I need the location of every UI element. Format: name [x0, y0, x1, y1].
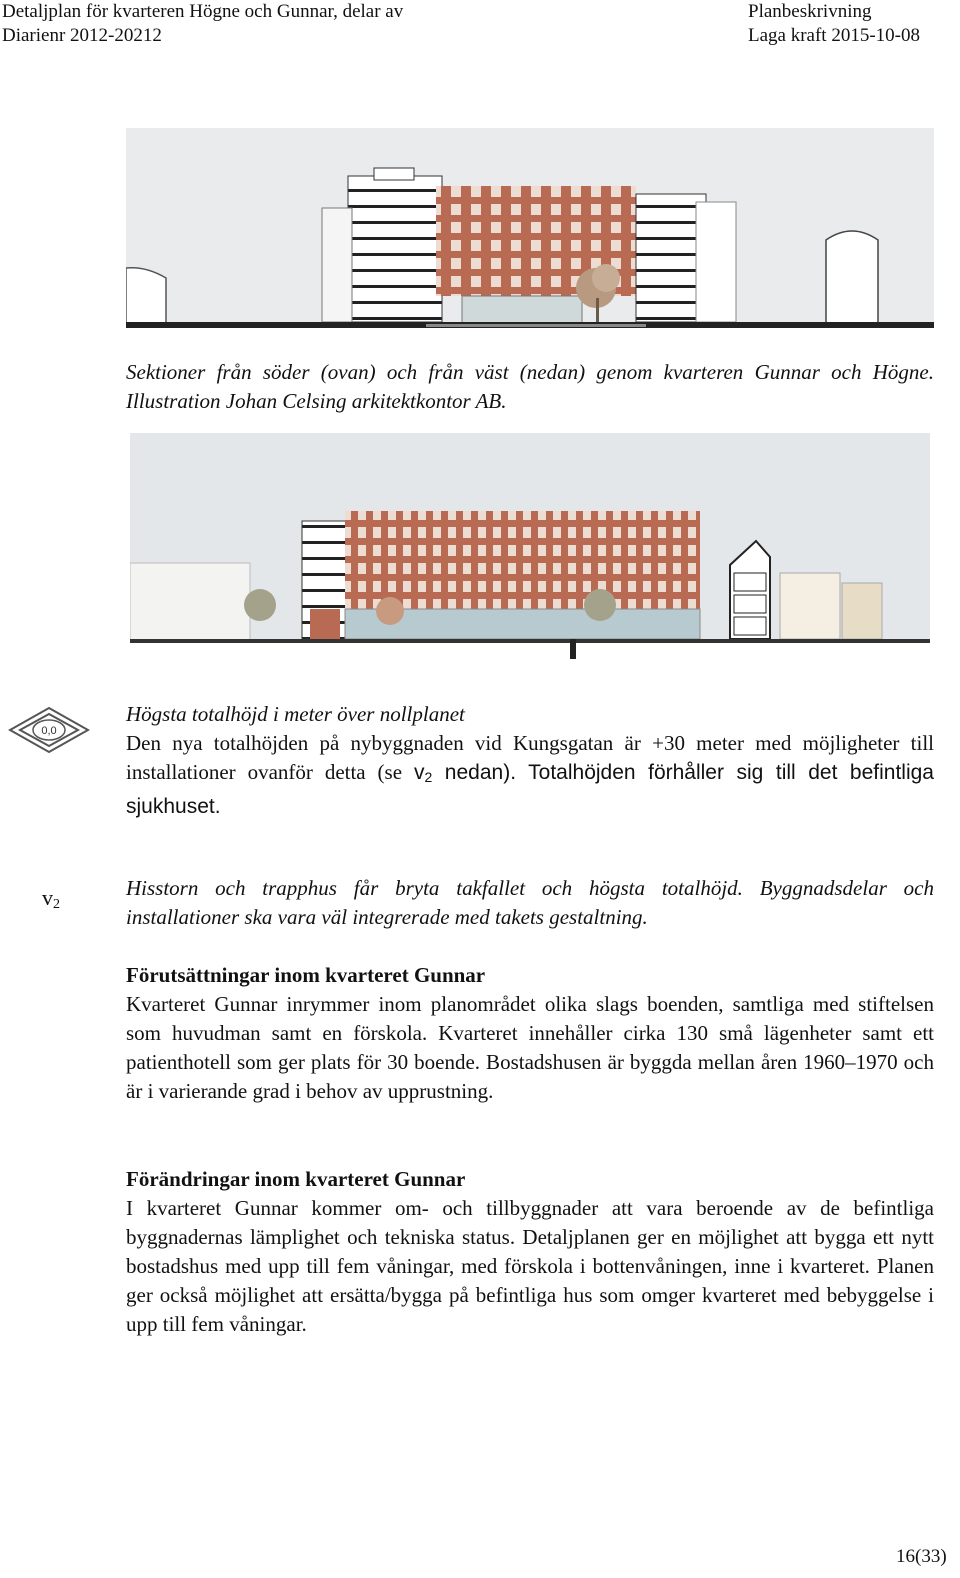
prerequisites-text: Kvarteret Gunnar inrymmer inom planområdet olika slags boenden, samtliga med stiftelsen som huvudman samt en förskola. Kvarteret innehåller cirka 130 små lägenheter samt ett patienthotell som ger plats för 30 boende. Bostadshusen är byggda mellan åren 1960–1970 och är i varierande grad i behov av upprustning.: [126, 992, 934, 1103]
diamond-icon: [8, 706, 90, 754]
legal-date: Laga kraft 2015-10-08: [748, 25, 920, 46]
height-heading: Högsta totalhöjd i meter över nollplanet: [126, 702, 465, 726]
south-section-illustration: [126, 128, 934, 342]
height-symbol: [8, 706, 90, 754]
diary-number: Diarienr 2012-20212: [2, 25, 162, 46]
changes-section: [126, 1165, 934, 1339]
document-type: Planbeskrivning: [748, 1, 872, 22]
height-text: Den nya totalhöjden på nybyggnaden vid Kungsgatan är +30 meter med möjligheter till installationer ovanför detta (se $v_2$ nedan). Totalhöjden förhåller sig till det befintliga sjukhuset.: [126, 731, 934, 818]
v2-reference: $v_2$: [413, 761, 433, 785]
document-header-right: [748, 0, 920, 48]
page-number: 16(33): [896, 1546, 947, 1567]
prerequisites-section: [126, 961, 934, 1106]
west-section-illustration: [130, 433, 930, 661]
changes-heading: Förändringar inom kvarteret Gunnar: [126, 1167, 466, 1191]
west-section-drawing: [130, 433, 930, 661]
south-section-drawing: [126, 128, 934, 342]
height-symbol-label: 0,0: [41, 725, 57, 737]
v2-text: Hisstorn och trapphus får bryta takfallet och högsta totalhöjd. Byggnadsdelar och installationer ska vara väl integrerade med takets gestaltning.: [126, 876, 934, 929]
document-header-left: [2, 0, 403, 48]
figure-caption: Sektioner från söder (ovan) och från väst (nedan) genom kvarteren Gunnar och Högne. Illustration Johan Celsing arkitektkontor AB.: [126, 360, 934, 413]
height-section: [126, 700, 934, 821]
changes-text: I kvarteret Gunnar kommer om- och tillbyggnader att vara beroende av de befintliga byggnadernas lämplighet och tekniska status. Detaljplanen ger en möjlighet att bygga ett nytt bostadshus med upp till fem våningar, med förskola i bottenvåningen, inne i kvarteret. Planen ger också möjlighet att ersätta/bygga på befintliga hus som omger kvarteret med bebyggelse i upp till fem våningar.: [126, 1196, 934, 1336]
v2-marker: $v_2$: [42, 885, 60, 912]
prerequisites-heading: Förutsättningar inom kvarteret Gunnar: [126, 963, 486, 987]
plan-title: Detaljplan för kvarteren Högne och Gunnar, delar av: [2, 1, 404, 22]
